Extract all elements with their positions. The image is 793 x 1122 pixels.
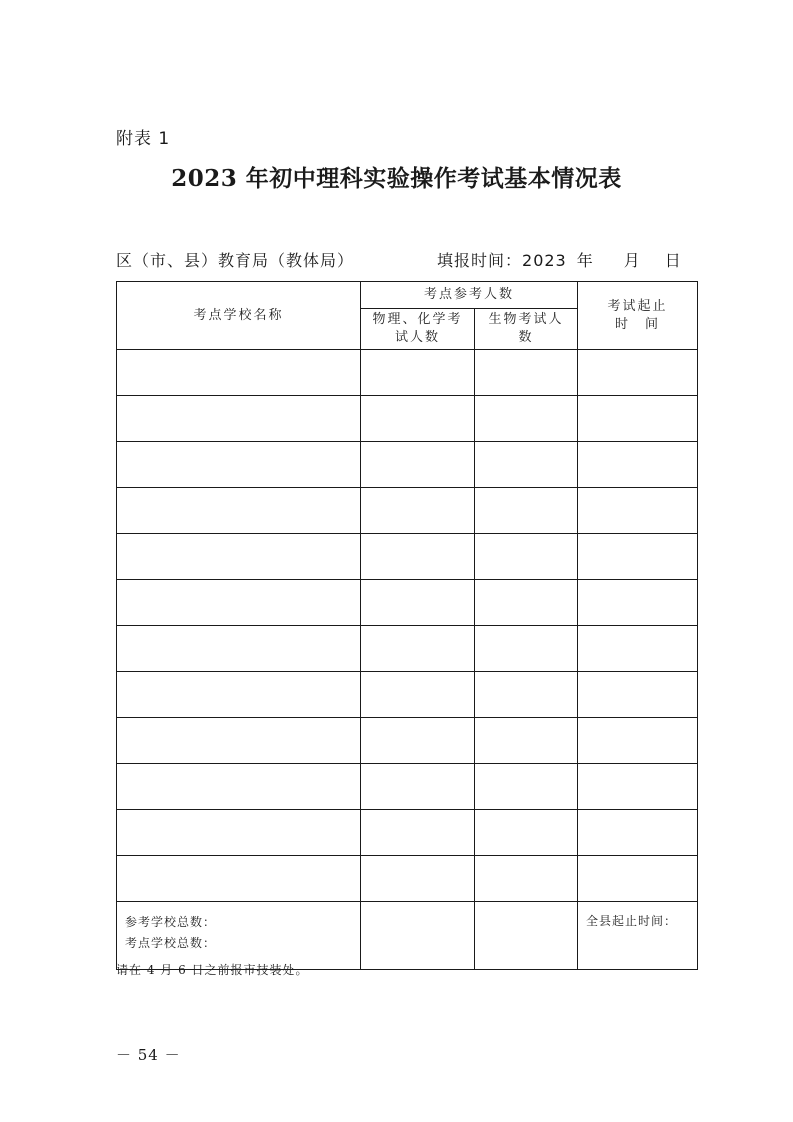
biology-count-cell[interactable] bbox=[475, 626, 578, 672]
totals-label-cell bbox=[117, 902, 361, 970]
page-number: － 54 － bbox=[116, 1046, 181, 1064]
school-name-cell[interactable] bbox=[117, 764, 361, 810]
biology-count-cell[interactable] bbox=[475, 488, 578, 534]
phys-chem-count-cell[interactable] bbox=[361, 396, 475, 442]
total-exam-sites-label: 考点学校总数： bbox=[125, 936, 217, 950]
attachment-label: 附表 1 bbox=[116, 129, 171, 149]
school-name-cell[interactable] bbox=[117, 396, 361, 442]
table-row bbox=[117, 856, 698, 902]
school-name-cell[interactable] bbox=[117, 350, 361, 396]
biology-count-cell[interactable] bbox=[475, 856, 578, 902]
exam-time-cell[interactable] bbox=[578, 396, 698, 442]
submission-note: 请在 4 月 6 日之前报市技装处。 bbox=[116, 963, 309, 977]
header-phys-chem-line2: 试人数 bbox=[394, 330, 440, 345]
total-phys-chem-cell[interactable] bbox=[361, 902, 475, 970]
header-phys-chem-line1: 物理、化学考 bbox=[372, 312, 463, 327]
fill-month-unit: 月 bbox=[623, 251, 641, 270]
exam-time-cell[interactable] bbox=[578, 856, 698, 902]
county-time-cell[interactable] bbox=[578, 902, 698, 970]
phys-chem-count-cell[interactable] bbox=[361, 856, 475, 902]
biology-count-cell[interactable] bbox=[475, 580, 578, 626]
school-name-cell[interactable] bbox=[117, 488, 361, 534]
table-row bbox=[117, 718, 698, 764]
school-name-cell[interactable] bbox=[117, 856, 361, 902]
biology-count-cell[interactable] bbox=[475, 718, 578, 764]
exam-time-cell[interactable] bbox=[578, 442, 698, 488]
phys-chem-count-cell[interactable] bbox=[361, 672, 475, 718]
header-exam-time bbox=[578, 282, 698, 350]
exam-time-cell[interactable] bbox=[578, 534, 698, 580]
table-row bbox=[117, 488, 698, 534]
exam-time-cell[interactable] bbox=[578, 488, 698, 534]
table-row bbox=[117, 626, 698, 672]
phys-chem-count-cell[interactable] bbox=[361, 442, 475, 488]
school-name-cell[interactable] bbox=[117, 810, 361, 856]
header-exam-time-line1: 考试起止 bbox=[607, 298, 668, 314]
biology-count-cell[interactable] bbox=[475, 442, 578, 488]
school-name-cell[interactable] bbox=[117, 534, 361, 580]
school-name-cell[interactable] bbox=[117, 672, 361, 718]
biology-count-cell[interactable] bbox=[475, 764, 578, 810]
phys-chem-count-cell[interactable] bbox=[361, 580, 475, 626]
table-row bbox=[117, 810, 698, 856]
exam-time-cell[interactable] bbox=[578, 718, 698, 764]
fill-day-unit: 日 bbox=[664, 251, 682, 270]
table-row bbox=[117, 442, 698, 488]
table-row bbox=[117, 672, 698, 718]
fill-year-value: 2023 bbox=[522, 251, 567, 270]
biology-count-cell[interactable] bbox=[475, 672, 578, 718]
fill-year-unit: 年 bbox=[576, 251, 594, 270]
exam-time-cell[interactable] bbox=[578, 626, 698, 672]
district-label: 区（市、县）教育局（教体局） bbox=[116, 251, 355, 270]
exam-info-table bbox=[116, 281, 698, 970]
header-biology-line2: 数 bbox=[518, 330, 534, 345]
totals-row bbox=[117, 902, 698, 970]
biology-count-cell[interactable] bbox=[475, 810, 578, 856]
page-title: 2023 年初中理科实验操作考试基本情况表 bbox=[171, 165, 622, 192]
county-time-label: 全县起止时间： bbox=[586, 914, 678, 928]
table-row bbox=[117, 396, 698, 442]
biology-count-cell[interactable] bbox=[475, 534, 578, 580]
phys-chem-count-cell[interactable] bbox=[361, 626, 475, 672]
school-name-cell[interactable] bbox=[117, 718, 361, 764]
biology-count-cell[interactable] bbox=[475, 396, 578, 442]
phys-chem-count-cell[interactable] bbox=[361, 718, 475, 764]
table-row bbox=[117, 350, 698, 396]
phys-chem-count-cell[interactable] bbox=[361, 764, 475, 810]
school-name-cell[interactable] bbox=[117, 626, 361, 672]
phys-chem-count-cell[interactable] bbox=[361, 488, 475, 534]
total-participating-schools-label: 参考学校总数： bbox=[125, 915, 217, 929]
phys-chem-count-cell[interactable] bbox=[361, 534, 475, 580]
total-biology-cell[interactable] bbox=[475, 902, 578, 970]
fill-time-label: 填报时间： bbox=[437, 251, 523, 270]
exam-time-cell[interactable] bbox=[578, 350, 698, 396]
exam-time-cell[interactable] bbox=[578, 810, 698, 856]
header-school-name: 考点学校名称 bbox=[117, 282, 361, 350]
header-participants-group: 考点参考人数 bbox=[361, 282, 578, 309]
table-header-row bbox=[117, 282, 698, 309]
biology-count-cell[interactable] bbox=[475, 350, 578, 396]
phys-chem-count-cell[interactable] bbox=[361, 810, 475, 856]
exam-time-cell[interactable] bbox=[578, 764, 698, 810]
exam-time-cell[interactable] bbox=[578, 580, 698, 626]
table-row bbox=[117, 580, 698, 626]
table-row bbox=[117, 534, 698, 580]
header-phys-chem bbox=[361, 309, 475, 350]
exam-time-cell[interactable] bbox=[578, 672, 698, 718]
phys-chem-count-cell[interactable] bbox=[361, 350, 475, 396]
header-biology-line1: 生物考试人 bbox=[488, 312, 564, 327]
school-name-cell[interactable] bbox=[117, 442, 361, 488]
header-biology bbox=[475, 309, 578, 350]
fill-time bbox=[437, 248, 682, 271]
table-row bbox=[117, 764, 698, 810]
school-name-cell[interactable] bbox=[117, 580, 361, 626]
header-exam-time-line2: 时 间 bbox=[615, 316, 661, 332]
